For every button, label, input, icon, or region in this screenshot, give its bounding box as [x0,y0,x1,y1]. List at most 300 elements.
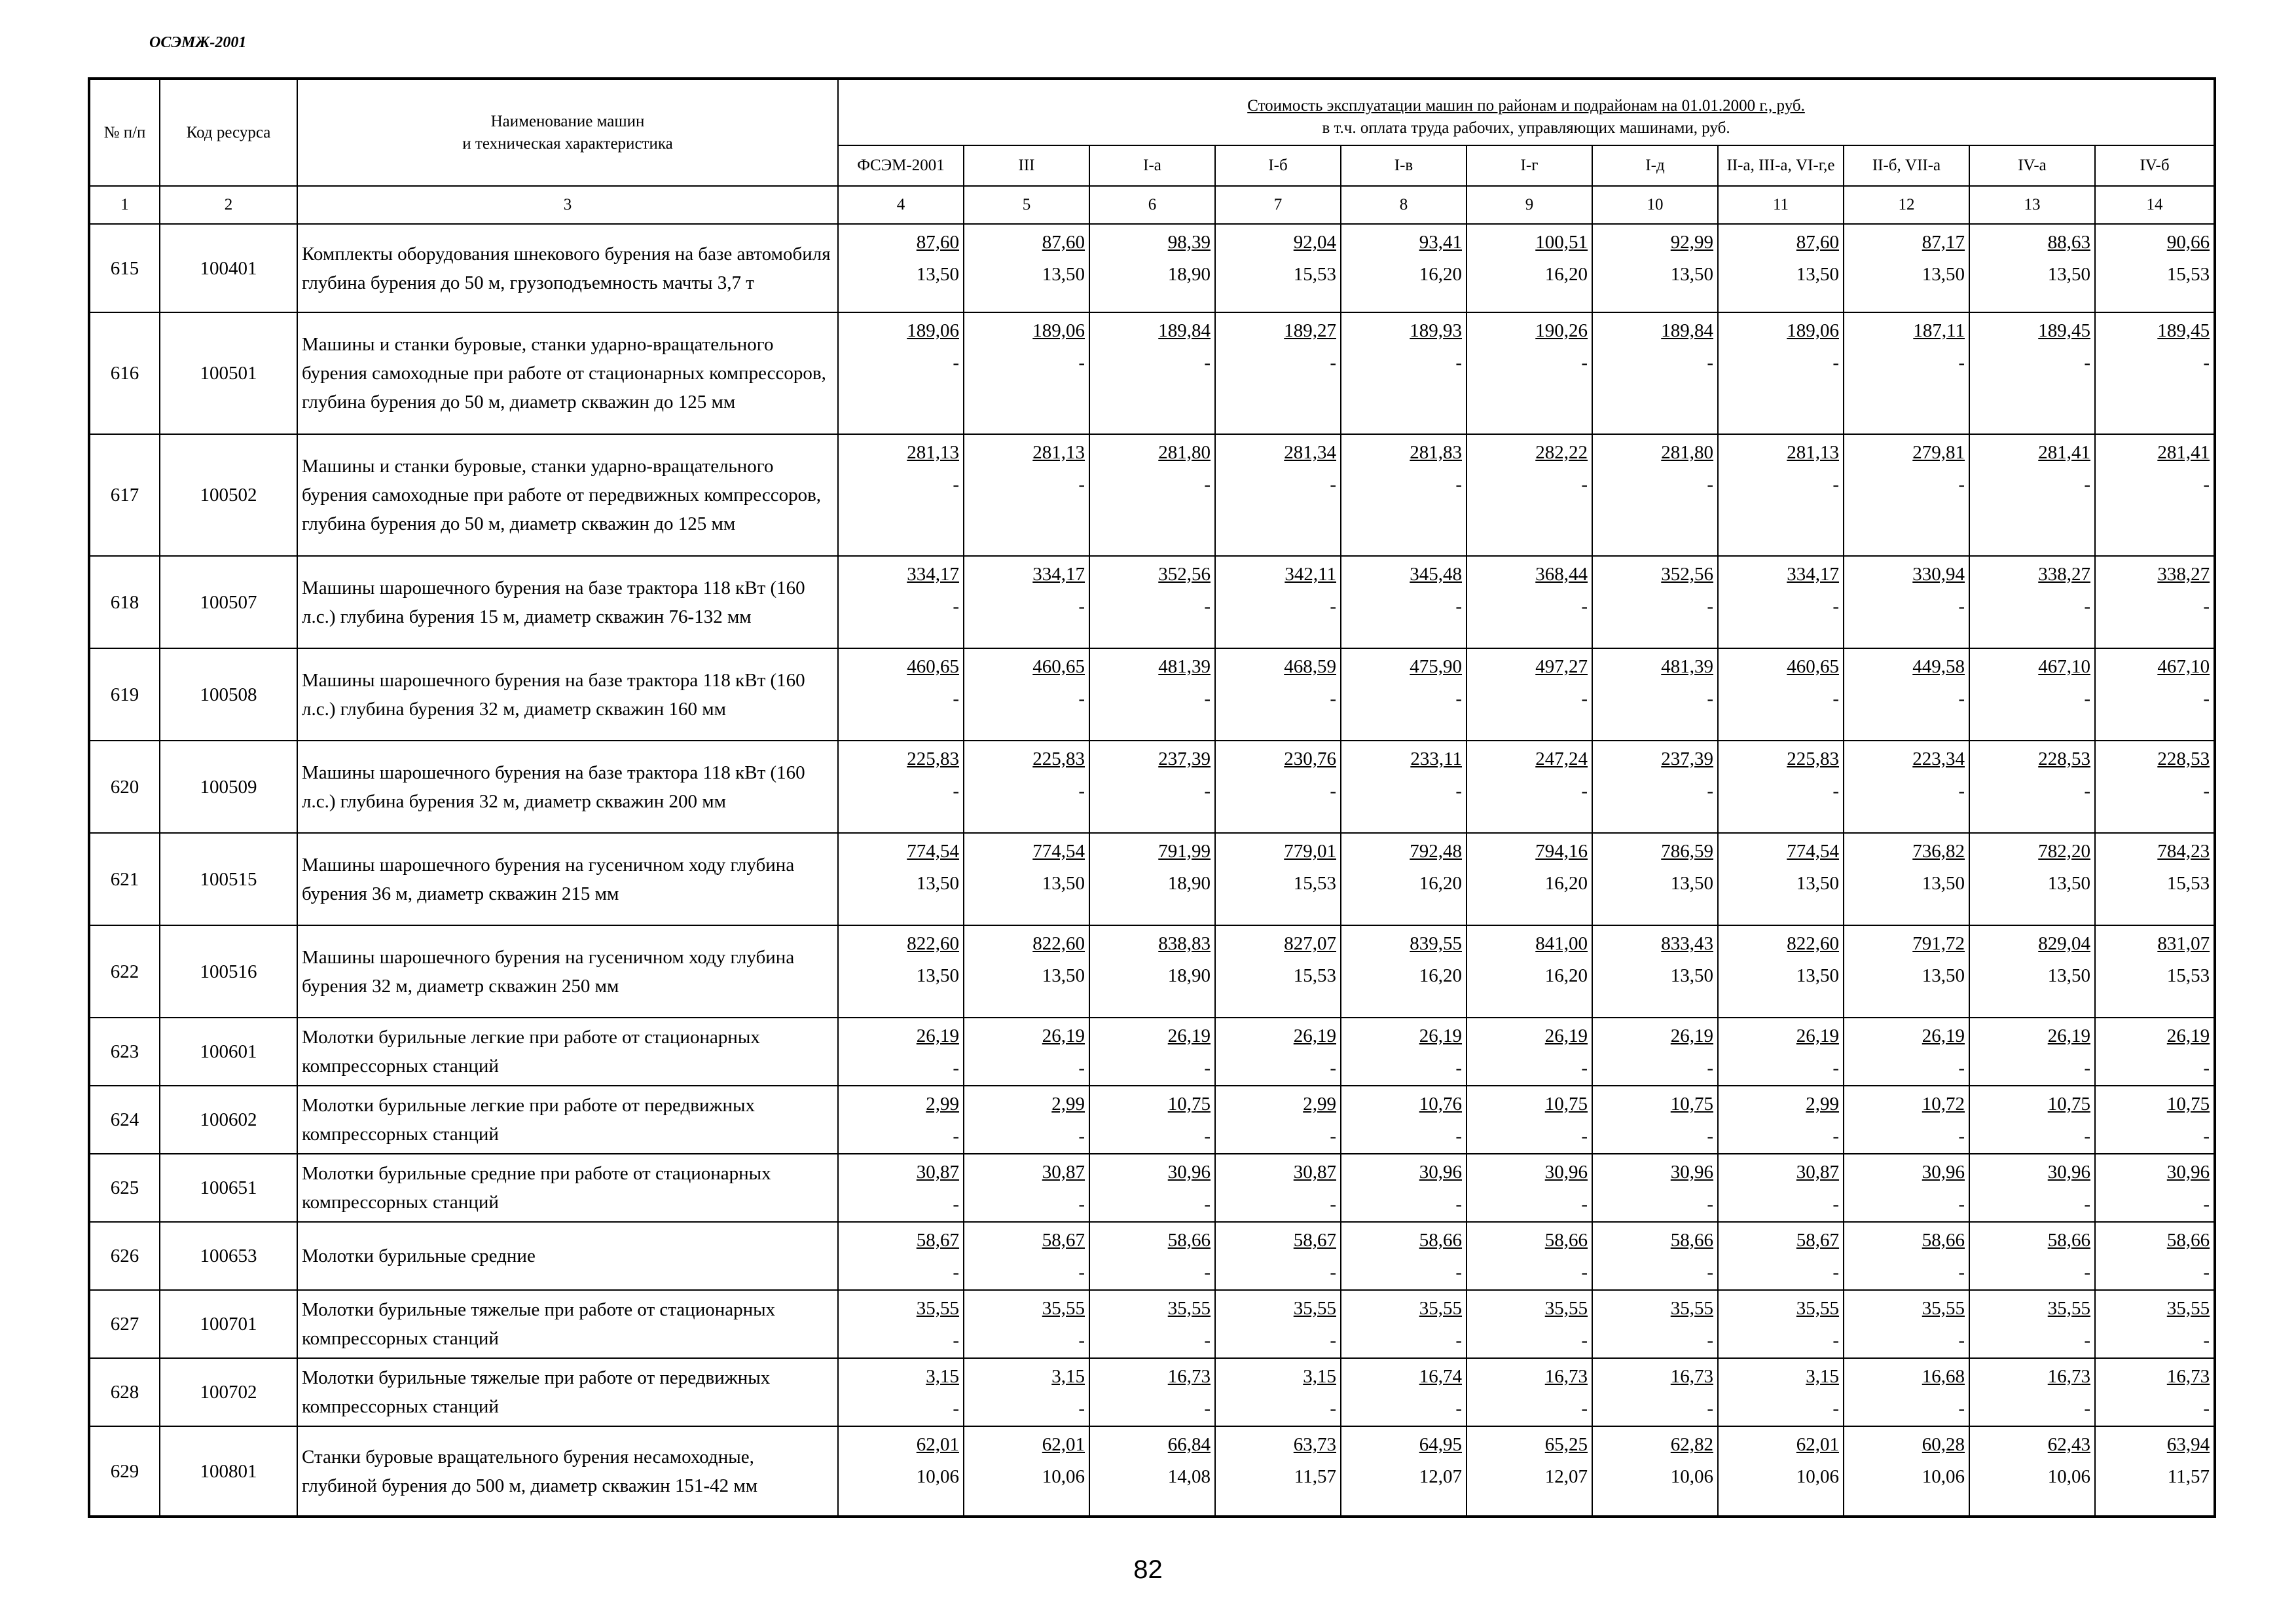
labor-cost: - [1204,1398,1211,1419]
labor-cost: - [1204,688,1211,709]
labor-cost: 15,53 [1293,873,1336,894]
labor-cost: - [1832,352,1839,373]
labor-cost: - [1204,1194,1211,1215]
cost-cell [838,1018,964,1086]
labor-cost: - [1958,1398,1965,1419]
operating-cost: 60,28 [1922,1434,1965,1455]
cost-cell [1215,556,1341,648]
cost-cell [1592,1018,1718,1086]
cost-cell [964,1086,1089,1154]
labor-cost: - [1455,352,1462,373]
cost-cell [1341,833,1467,925]
operating-cost: 58,66 [1544,1230,1588,1251]
operating-cost: 189,06 [907,320,959,341]
machine-name: Молотки бурильные средние при работе от стационарных компрессорных станций [297,1154,838,1222]
operating-cost: 35,55 [1167,1298,1211,1319]
cost-cell [1467,1222,1592,1290]
operating-cost: 62,01 [1796,1434,1839,1455]
cost-cell [1341,1018,1467,1086]
header-region: III [964,145,1089,186]
labor-cost: - [2084,1126,2090,1147]
operating-cost: 189,84 [1158,320,1211,341]
operating-cost: 93,41 [1419,232,1462,253]
table-row [89,833,2215,925]
operating-cost: 829,04 [2038,933,2090,954]
labor-cost: - [1455,1398,1462,1419]
machine-name: Машины и станки буровые, станки ударно-вращательного бурения самоходные при работе от передвижных компрессоров, глубина бурения до 50 м, диаметр скважин до 125 мм [297,434,838,556]
cost-cell [1969,556,2095,648]
cost-cell [964,648,1089,741]
operating-cost: 225,83 [1032,748,1085,769]
labor-cost: 12,07 [1544,1466,1588,1487]
table-row [89,312,2215,434]
operating-cost: 16,68 [1922,1366,1965,1387]
labor-cost: - [1455,688,1462,709]
operating-cost: 35,55 [1670,1298,1713,1319]
column-number: 3 [297,186,838,224]
cost-cell [2095,741,2215,833]
cost-cell [1089,1426,1215,1517]
operating-cost: 64,95 [1419,1434,1462,1455]
operating-cost: 467,10 [2157,656,2210,677]
operating-cost: 460,65 [1032,656,1085,677]
cost-cell [1718,741,1844,833]
cost-cell [1215,312,1341,434]
operating-cost: 468,59 [1284,656,1336,677]
operating-cost: 281,80 [1661,442,1713,463]
labor-cost: - [953,1398,959,1419]
cost-cell [1718,1018,1844,1086]
cost-cell [1592,1426,1718,1517]
labor-cost: - [1581,1330,1588,1351]
labor-cost: - [1832,1058,1839,1079]
operating-cost: 58,66 [2166,1230,2210,1251]
operating-cost: 841,00 [1535,933,1588,954]
operating-cost: 62,82 [1670,1434,1713,1455]
operating-cost: 2,99 [926,1094,959,1115]
labor-cost: 16,20 [1419,965,1462,986]
operating-cost: 26,19 [1796,1025,1839,1046]
column-number: 2 [160,186,297,224]
labor-cost: - [2084,474,2090,495]
cost-cell [1844,1426,1969,1517]
operating-cost: 281,13 [907,442,959,463]
operating-cost: 786,59 [1661,841,1713,862]
cost-cell [1089,556,1215,648]
row-number: 619 [89,648,160,741]
operating-cost: 352,56 [1661,564,1713,585]
cost-cell [1844,1154,1969,1222]
operating-cost: 279,81 [1912,442,1965,463]
labor-cost: - [1204,781,1211,802]
labor-cost: - [2084,1262,2090,1283]
cost-cell [838,434,964,556]
labor-cost: - [1832,1262,1839,1283]
labor-cost: - [1078,596,1085,617]
labor-cost: - [1707,1398,1713,1419]
header-name-line2: и техническая характеристика [462,134,673,153]
operating-cost: 16,73 [2166,1366,2210,1387]
operating-cost: 30,96 [1167,1162,1211,1183]
resource-code: 100653 [160,1222,297,1290]
cost-cell [1718,434,1844,556]
labor-cost: - [1455,1330,1462,1351]
labor-cost: 13,50 [1796,965,1839,986]
operating-cost: 26,19 [2047,1025,2090,1046]
labor-cost: - [1078,1126,1085,1147]
row-number: 620 [89,741,160,833]
labor-cost: - [1581,781,1588,802]
operating-cost: 225,83 [907,748,959,769]
cost-cell [964,312,1089,434]
resource-code: 100502 [160,434,297,556]
labor-cost: - [1078,1058,1085,1079]
table-row [89,1086,2215,1154]
cost-cell [1215,1018,1341,1086]
labor-cost: - [1204,1058,1211,1079]
cost-cell [1341,648,1467,741]
labor-cost: - [1330,781,1336,802]
labor-cost: 15,53 [2166,965,2210,986]
cost-cell [1844,1086,1969,1154]
operating-cost: 189,27 [1284,320,1336,341]
machine-name: Молотки бурильные легкие при работе от стационарных компрессорных станций [297,1018,838,1086]
operating-cost: 3,15 [1806,1366,1839,1387]
machine-name: Машины шарошечного бурения на гусеничном ходу глубина бурения 36 м, диаметр скважин 215 мм [297,833,838,925]
operating-cost: 58,66 [1922,1230,1965,1251]
operating-cost: 822,60 [1787,933,1839,954]
cost-cell [1592,434,1718,556]
cost-cell [2095,1290,2215,1358]
labor-cost: 13,50 [1042,873,1085,894]
labor-cost: - [1958,1126,1965,1147]
cost-cell [1718,925,1844,1018]
column-number: 14 [2095,186,2215,224]
operating-cost: 225,83 [1787,748,1839,769]
labor-cost: - [1455,596,1462,617]
labor-cost: - [1958,1058,1965,1079]
column-number: 12 [1844,186,1969,224]
labor-cost: - [1707,596,1713,617]
operating-cost: 247,24 [1535,748,1588,769]
labor-cost: - [1832,1194,1839,1215]
operating-cost: 62,01 [1042,1434,1085,1455]
operating-cost: 87,17 [1922,232,1965,253]
table-row [89,1018,2215,1086]
operating-cost: 30,96 [1419,1162,1462,1183]
cost-cell [838,1358,964,1426]
labor-cost: 13,50 [1922,965,1965,986]
labor-cost: 18,90 [1167,965,1211,986]
operating-cost: 831,07 [2157,933,2210,954]
operating-cost: 90,66 [2166,232,2210,253]
cost-cell [1718,312,1844,434]
cost-cell [1467,224,1592,312]
operating-cost: 281,41 [2038,442,2090,463]
labor-cost: - [1078,474,1085,495]
operating-cost: 10,75 [2166,1094,2210,1115]
cost-cell [1215,1358,1341,1426]
operating-cost: 10,75 [2047,1094,2090,1115]
row-number: 622 [89,925,160,1018]
operating-cost: 88,63 [2047,232,2090,253]
labor-cost: - [1078,688,1085,709]
labor-cost: - [1204,1126,1211,1147]
labor-cost: - [2203,1126,2210,1147]
operating-cost: 281,83 [1410,442,1462,463]
cost-cell [1969,741,2095,833]
labor-cost: 16,20 [1544,873,1588,894]
row-number: 615 [89,224,160,312]
operating-cost: 281,13 [1787,442,1839,463]
labor-cost: - [1330,1398,1336,1419]
labor-cost: 15,53 [2166,873,2210,894]
labor-cost: - [1707,474,1713,495]
operating-cost: 281,34 [1284,442,1336,463]
cost-cell [838,833,964,925]
labor-cost: - [1581,1058,1588,1079]
cost-cell [1718,1426,1844,1517]
cost-cell [1215,1222,1341,1290]
operating-cost: 63,73 [1293,1434,1336,1455]
cost-cell [2095,312,2215,434]
operating-cost: 334,17 [907,564,959,585]
table-row [89,1222,2215,1290]
cost-cell [1969,1426,2095,1517]
operating-cost: 338,27 [2038,564,2090,585]
row-number: 624 [89,1086,160,1154]
labor-cost: - [953,596,959,617]
operating-cost: 30,96 [1670,1162,1713,1183]
machine-cost-table [88,77,2216,1518]
cost-cell [838,312,964,434]
table-row [89,1426,2215,1517]
operating-cost: 30,87 [1796,1162,1839,1183]
operating-cost: 58,67 [1796,1230,1839,1251]
row-number: 627 [89,1290,160,1358]
labor-cost: 13,50 [1042,264,1085,285]
operating-cost: 497,27 [1535,656,1588,677]
operating-cost: 774,54 [1032,841,1085,862]
operating-cost: 100,51 [1535,232,1588,253]
cost-cell [1718,648,1844,741]
cost-cell [1467,1426,1592,1517]
cost-cell [1969,1154,2095,1222]
row-number: 618 [89,556,160,648]
labor-cost: 16,20 [1419,873,1462,894]
labor-cost: - [1832,688,1839,709]
cost-cell [2095,1358,2215,1426]
operating-cost: 35,55 [2166,1298,2210,1319]
table-row [89,1358,2215,1426]
cost-cell [2095,1222,2215,1290]
operating-cost: 26,19 [1042,1025,1085,1046]
operating-cost: 87,60 [916,232,959,253]
operating-cost: 228,53 [2038,748,2090,769]
cost-cell [1969,648,2095,741]
row-number: 629 [89,1426,160,1517]
column-number: 8 [1341,186,1467,224]
operating-cost: 58,66 [2047,1230,2090,1251]
labor-cost: - [1078,1398,1085,1419]
header-region: IV-б [2095,145,2215,186]
header-region: I-в [1341,145,1467,186]
labor-cost: - [1958,596,1965,617]
labor-cost: 13,50 [1922,873,1965,894]
cost-cell [1844,1018,1969,1086]
cost-cell [2095,648,2215,741]
operating-cost: 10,75 [1167,1094,1211,1115]
cost-cell [1718,1290,1844,1358]
labor-cost: - [1707,1194,1713,1215]
labor-cost: - [2084,781,2090,802]
cost-cell [1969,1290,2095,1358]
cost-cell [2095,1426,2215,1517]
labor-cost: 15,53 [1293,264,1336,285]
cost-cell [1467,741,1592,833]
cost-cell [1844,434,1969,556]
machine-name: Машины шарошечного бурения на базе трактора 118 кВт (160 л.с.) глубина бурения 15 м, диаметр скважин 76-132 мм [297,556,838,648]
column-number: 5 [964,186,1089,224]
labor-cost: - [2084,1330,2090,1351]
labor-cost: 10,06 [1922,1466,1965,1487]
labor-cost: - [1832,1398,1839,1419]
labor-cost: - [2084,596,2090,617]
operating-cost: 281,80 [1158,442,1211,463]
labor-cost: 13,50 [2047,965,2090,986]
cost-cell [1215,833,1341,925]
column-number: 6 [1089,186,1215,224]
cost-cell [1844,833,1969,925]
operating-cost: 774,54 [1787,841,1839,862]
operating-cost: 460,65 [1787,656,1839,677]
labor-cost: - [1958,1194,1965,1215]
operating-cost: 233,11 [1410,748,1462,769]
operating-cost: 784,23 [2157,841,2210,862]
labor-cost: - [1455,1058,1462,1079]
cost-cell [838,741,964,833]
column-number: 13 [1969,186,2095,224]
labor-cost: - [1078,1194,1085,1215]
cost-cell [1215,1086,1341,1154]
labor-cost: - [1204,474,1211,495]
operating-cost: 35,55 [1042,1298,1085,1319]
cost-cell [1341,1426,1467,1517]
labor-cost: - [953,688,959,709]
labor-cost: 13,50 [1670,264,1713,285]
row-number: 628 [89,1358,160,1426]
labor-cost: 13,50 [916,264,959,285]
labor-cost: - [1707,1262,1713,1283]
labor-cost: - [1078,1330,1085,1351]
labor-cost: - [1958,688,1965,709]
cost-cell [1215,1154,1341,1222]
cost-cell [1467,1086,1592,1154]
labor-cost: - [1832,781,1839,802]
row-number: 623 [89,1018,160,1086]
labor-cost: 13,50 [916,873,959,894]
operating-cost: 839,55 [1410,933,1462,954]
operating-cost: 58,67 [916,1230,959,1251]
labor-cost: - [1581,688,1588,709]
resource-code: 100515 [160,833,297,925]
labor-cost: - [1707,352,1713,373]
operating-cost: 58,66 [1167,1230,1211,1251]
labor-cost: - [1455,781,1462,802]
operating-cost: 26,19 [2166,1025,2210,1046]
cost-cell [1215,741,1341,833]
cost-cell [1467,1154,1592,1222]
labor-cost: - [1330,1058,1336,1079]
cost-cell [964,1222,1089,1290]
table-row [89,1154,2215,1222]
resource-code: 100602 [160,1086,297,1154]
document-header: ОСЭМЖ-2001 [149,34,247,51]
labor-cost: - [1832,474,1839,495]
operating-cost: 794,16 [1535,841,1588,862]
row-number: 617 [89,434,160,556]
cost-cell [1718,224,1844,312]
operating-cost: 30,96 [1544,1162,1588,1183]
cost-cell [1969,833,2095,925]
cost-cell [1592,556,1718,648]
operating-cost: 62,01 [916,1434,959,1455]
resource-code: 100501 [160,312,297,434]
operating-cost: 63,94 [2166,1434,2210,1455]
operating-cost: 58,67 [1293,1230,1336,1251]
operating-cost: 87,60 [1042,232,1085,253]
operating-cost: 189,45 [2157,320,2210,341]
cost-cell [2095,556,2215,648]
labor-cost: - [1707,1126,1713,1147]
operating-cost: 189,84 [1661,320,1713,341]
cost-cell [1089,1290,1215,1358]
table-row [89,434,2215,556]
labor-cost: - [2203,688,2210,709]
labor-cost: - [2084,1058,2090,1079]
operating-cost: 26,19 [1419,1025,1462,1046]
operating-cost: 833,43 [1661,933,1713,954]
operating-cost: 368,44 [1535,564,1588,585]
operating-cost: 30,87 [1042,1162,1085,1183]
labor-cost: - [953,352,959,373]
row-number: 621 [89,833,160,925]
operating-cost: 35,55 [1293,1298,1336,1319]
operating-cost: 98,39 [1167,232,1211,253]
operating-cost: 779,01 [1284,841,1336,862]
operating-cost: 791,99 [1158,841,1211,862]
labor-cost: 16,20 [1544,965,1588,986]
operating-cost: 189,93 [1410,320,1462,341]
labor-cost: - [1832,596,1839,617]
labor-cost: - [2084,352,2090,373]
cost-cell [1341,1086,1467,1154]
page-number: 82 [1133,1555,1163,1584]
operating-cost: 481,39 [1158,656,1211,677]
operating-cost: 187,11 [1913,320,1965,341]
cost-cell [1341,741,1467,833]
cost-cell [1844,1290,1969,1358]
cost-cell [1467,925,1592,1018]
resource-code: 100601 [160,1018,297,1086]
cost-cell [1969,434,2095,556]
header-region: I-б [1215,145,1341,186]
operating-cost: 35,55 [2047,1298,2090,1319]
resource-code: 100508 [160,648,297,741]
operating-cost: 2,99 [1051,1094,1085,1115]
labor-cost: - [1204,1262,1211,1283]
column-number: 11 [1718,186,1844,224]
